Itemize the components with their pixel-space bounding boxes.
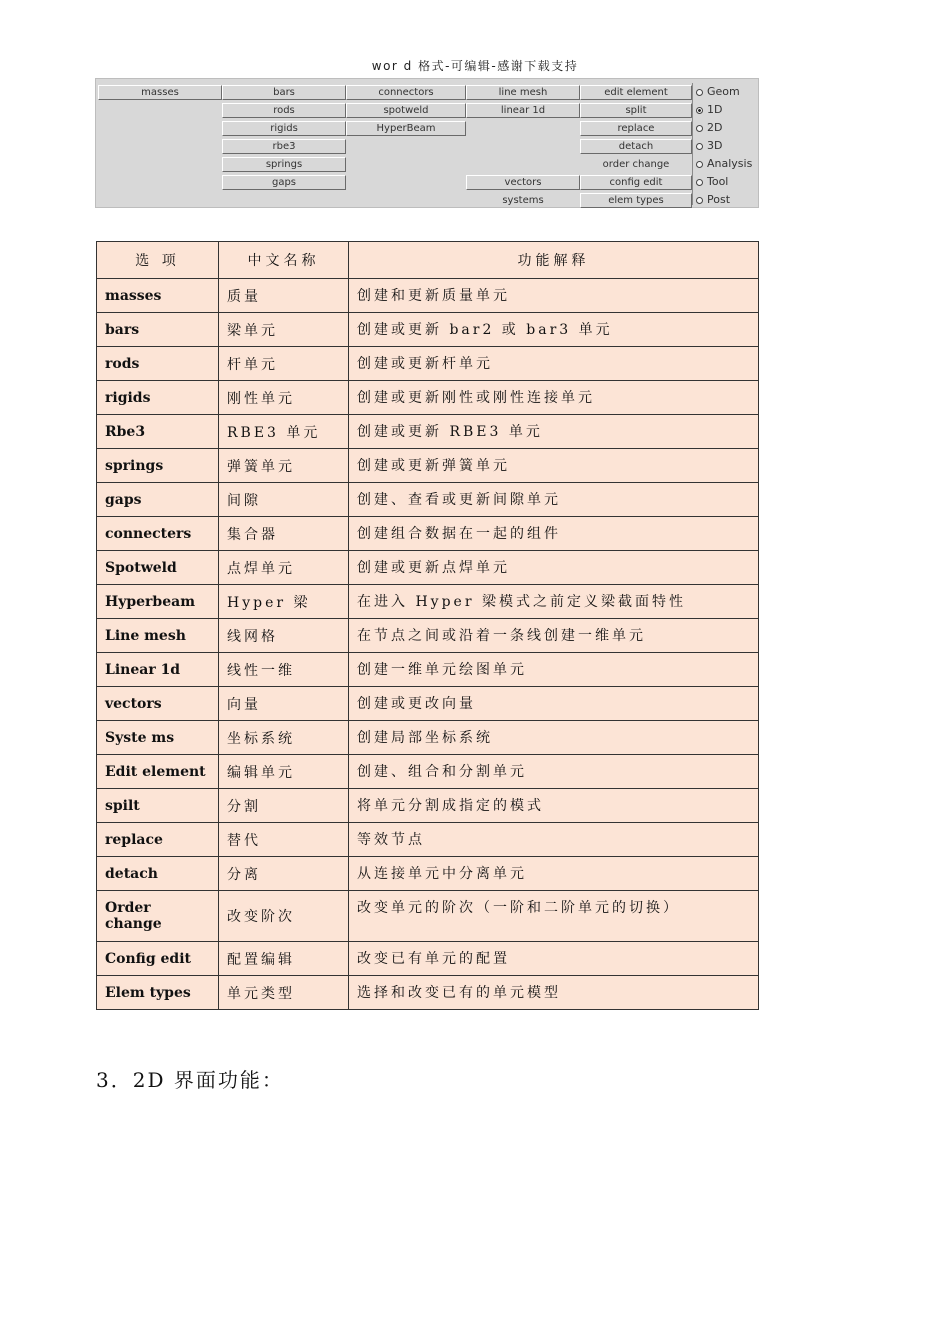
option-cell: bars bbox=[97, 313, 219, 347]
name-cell: 点焊单元 bbox=[219, 551, 349, 585]
table-row bbox=[97, 381, 759, 415]
desc-cell: 创建或更新杆单元 bbox=[349, 347, 759, 381]
option-cell: replace bbox=[97, 823, 219, 857]
option-cell: gaps bbox=[97, 483, 219, 517]
order-change-button[interactable]: order change bbox=[602, 159, 670, 170]
table-body bbox=[97, 279, 759, 1010]
table-row bbox=[97, 755, 759, 789]
desc-cell: 创建局部坐标系统 bbox=[349, 721, 759, 755]
name-cell: 集合器 bbox=[219, 517, 349, 551]
option-cell: rods bbox=[97, 347, 219, 381]
table-row bbox=[97, 942, 759, 976]
hyperbeam-button[interactable]: HyperBeam bbox=[346, 121, 466, 136]
table-row bbox=[97, 585, 759, 619]
rbe3-button[interactable]: rbe3 bbox=[222, 139, 346, 154]
springs-button[interactable]: springs bbox=[222, 157, 346, 172]
desc-cell: 创建组合数据在一起的组件 bbox=[349, 517, 759, 551]
table-row bbox=[97, 823, 759, 857]
desc-cell: 在进入 Hyper 梁模式之前定义梁截面特性 bbox=[349, 585, 759, 619]
desc-cell: 创建或更新 bar2 或 bar3 单元 bbox=[349, 313, 759, 347]
radio-post[interactable]: Post bbox=[696, 192, 730, 207]
table-header-row bbox=[97, 242, 759, 279]
name-cell: 间隙 bbox=[219, 483, 349, 517]
table-row bbox=[97, 721, 759, 755]
desc-cell: 创建一维单元绘图单元 bbox=[349, 653, 759, 687]
radio-off-icon bbox=[696, 125, 703, 132]
option-cell: rigids bbox=[97, 381, 219, 415]
radio-3d[interactable]: 3D bbox=[696, 138, 722, 153]
desc-cell: 创建或更新 RBE3 单元 bbox=[349, 415, 759, 449]
config-edit-button[interactable]: config edit bbox=[580, 175, 692, 190]
option-cell: springs bbox=[97, 449, 219, 483]
header-note: wor d 格式-可编辑-感谢下载支持 bbox=[371, 59, 579, 73]
desc-cell: 等效节点 bbox=[349, 823, 759, 857]
table-row bbox=[97, 483, 759, 517]
section-heading: 3．2D 界面功能： bbox=[96, 1068, 284, 1092]
desc-cell: 创建或更新点焊单元 bbox=[349, 551, 759, 585]
option-cell: detach bbox=[97, 857, 219, 891]
rigids-button[interactable]: rigids bbox=[222, 121, 346, 136]
header-name: 中文名称 bbox=[219, 242, 349, 279]
option-cell: Order change bbox=[97, 891, 219, 942]
panel-divider bbox=[692, 83, 693, 205]
table-row bbox=[97, 449, 759, 483]
table-row bbox=[97, 347, 759, 381]
desc-cell: 创建或更新刚性或刚性连接单元 bbox=[349, 381, 759, 415]
name-cell: 改变阶次 bbox=[219, 891, 349, 942]
desc-cell: 将单元分割成指定的模式 bbox=[349, 789, 759, 823]
table-row bbox=[97, 279, 759, 313]
radio-off-icon bbox=[696, 197, 703, 204]
name-cell: 杆单元 bbox=[219, 347, 349, 381]
desc-cell: 创建或更改向量 bbox=[349, 687, 759, 721]
name-cell: 编辑单元 bbox=[219, 755, 349, 789]
table-row bbox=[97, 976, 759, 1010]
option-cell: vectors bbox=[97, 687, 219, 721]
systems-button[interactable]: systems bbox=[502, 195, 544, 206]
name-cell: 配置编辑 bbox=[219, 942, 349, 976]
name-cell: 质量 bbox=[219, 279, 349, 313]
desc-cell: 创建、查看或更新间隙单元 bbox=[349, 483, 759, 517]
name-cell: RBE3 单元 bbox=[219, 415, 349, 449]
table-row bbox=[97, 313, 759, 347]
option-cell: Config edit bbox=[97, 942, 219, 976]
radio-off-icon bbox=[696, 89, 703, 96]
radio-off-icon bbox=[696, 143, 703, 150]
table-row bbox=[97, 619, 759, 653]
option-cell: Syste ms bbox=[97, 721, 219, 755]
radio-off-icon bbox=[696, 179, 703, 186]
name-cell: 向量 bbox=[219, 687, 349, 721]
option-cell: connecters bbox=[97, 517, 219, 551]
table-row bbox=[97, 789, 759, 823]
radio-1d[interactable]: 1D bbox=[696, 102, 722, 117]
header-option: 选 项 bbox=[97, 242, 219, 279]
desc-cell: 创建、组合和分割单元 bbox=[349, 755, 759, 789]
table-row bbox=[97, 551, 759, 585]
option-cell: Spotweld bbox=[97, 551, 219, 585]
option-cell: Rbe3 bbox=[97, 415, 219, 449]
bars-button[interactable]: bars bbox=[222, 85, 346, 100]
masses-button[interactable]: masses bbox=[98, 85, 222, 100]
desc-cell: 从连接单元中分离单元 bbox=[349, 857, 759, 891]
desc-cell: 创建和更新质量单元 bbox=[349, 279, 759, 313]
option-cell: masses bbox=[97, 279, 219, 313]
option-cell: Hyperbeam bbox=[97, 585, 219, 619]
table-row bbox=[97, 891, 759, 942]
linear-1d-button[interactable]: linear 1d bbox=[466, 103, 580, 118]
elem-types-button[interactable]: elem types bbox=[580, 193, 692, 208]
radio-on-icon bbox=[696, 107, 703, 114]
table-row bbox=[97, 857, 759, 891]
detach-button[interactable]: detach bbox=[580, 139, 692, 154]
option-cell: Linear 1d bbox=[97, 653, 219, 687]
vectors-button[interactable]: vectors bbox=[466, 175, 580, 190]
option-cell: spilt bbox=[97, 789, 219, 823]
desc-cell: 改变已有单元的配置 bbox=[349, 942, 759, 976]
split-button[interactable]: split bbox=[580, 103, 692, 118]
name-cell: 分离 bbox=[219, 857, 349, 891]
edit-element-button[interactable]: edit element bbox=[580, 85, 692, 100]
replace-button[interactable]: replace bbox=[580, 121, 692, 136]
name-cell: 刚性单元 bbox=[219, 381, 349, 415]
name-cell: 坐标系统 bbox=[219, 721, 349, 755]
name-cell: 单元类型 bbox=[219, 976, 349, 1010]
function-table bbox=[96, 241, 759, 1010]
gaps-button[interactable]: gaps bbox=[222, 175, 346, 190]
radio-2d[interactable]: 2D bbox=[696, 120, 722, 135]
desc-cell: 创建或更新弹簧单元 bbox=[349, 449, 759, 483]
name-cell: 线性一维 bbox=[219, 653, 349, 687]
table-row bbox=[97, 653, 759, 687]
table-row bbox=[97, 687, 759, 721]
radio-tool[interactable]: Tool bbox=[696, 174, 728, 189]
table-row bbox=[97, 415, 759, 449]
radio-analysis[interactable]: Analysis bbox=[696, 156, 752, 171]
rods-button[interactable]: rods bbox=[222, 103, 346, 118]
option-cell: Edit element bbox=[97, 755, 219, 789]
radio-off-icon bbox=[696, 161, 703, 168]
line-mesh-button[interactable]: line mesh bbox=[466, 85, 580, 100]
desc-cell: 改变单元的阶次（一阶和二阶单元的切换） bbox=[349, 891, 759, 942]
connectors-button[interactable]: connectors bbox=[346, 85, 466, 100]
header-desc: 功能解释 bbox=[349, 242, 759, 279]
option-cell: Line mesh bbox=[97, 619, 219, 653]
name-cell: 替代 bbox=[219, 823, 349, 857]
name-cell: 分割 bbox=[219, 789, 349, 823]
desc-cell: 在节点之间或沿着一条线创建一维单元 bbox=[349, 619, 759, 653]
name-cell: 线网格 bbox=[219, 619, 349, 653]
spotweld-button[interactable]: spotweld bbox=[346, 103, 466, 118]
hypermesh-1d-panel bbox=[95, 78, 759, 208]
name-cell: Hyper 梁 bbox=[219, 585, 349, 619]
desc-cell: 选择和改变已有的单元模型 bbox=[349, 976, 759, 1010]
table-row bbox=[97, 517, 759, 551]
name-cell: 梁单元 bbox=[219, 313, 349, 347]
option-cell: Elem types bbox=[97, 976, 219, 1010]
name-cell: 弹簧单元 bbox=[219, 449, 349, 483]
radio-geom[interactable]: Geom bbox=[696, 84, 740, 99]
